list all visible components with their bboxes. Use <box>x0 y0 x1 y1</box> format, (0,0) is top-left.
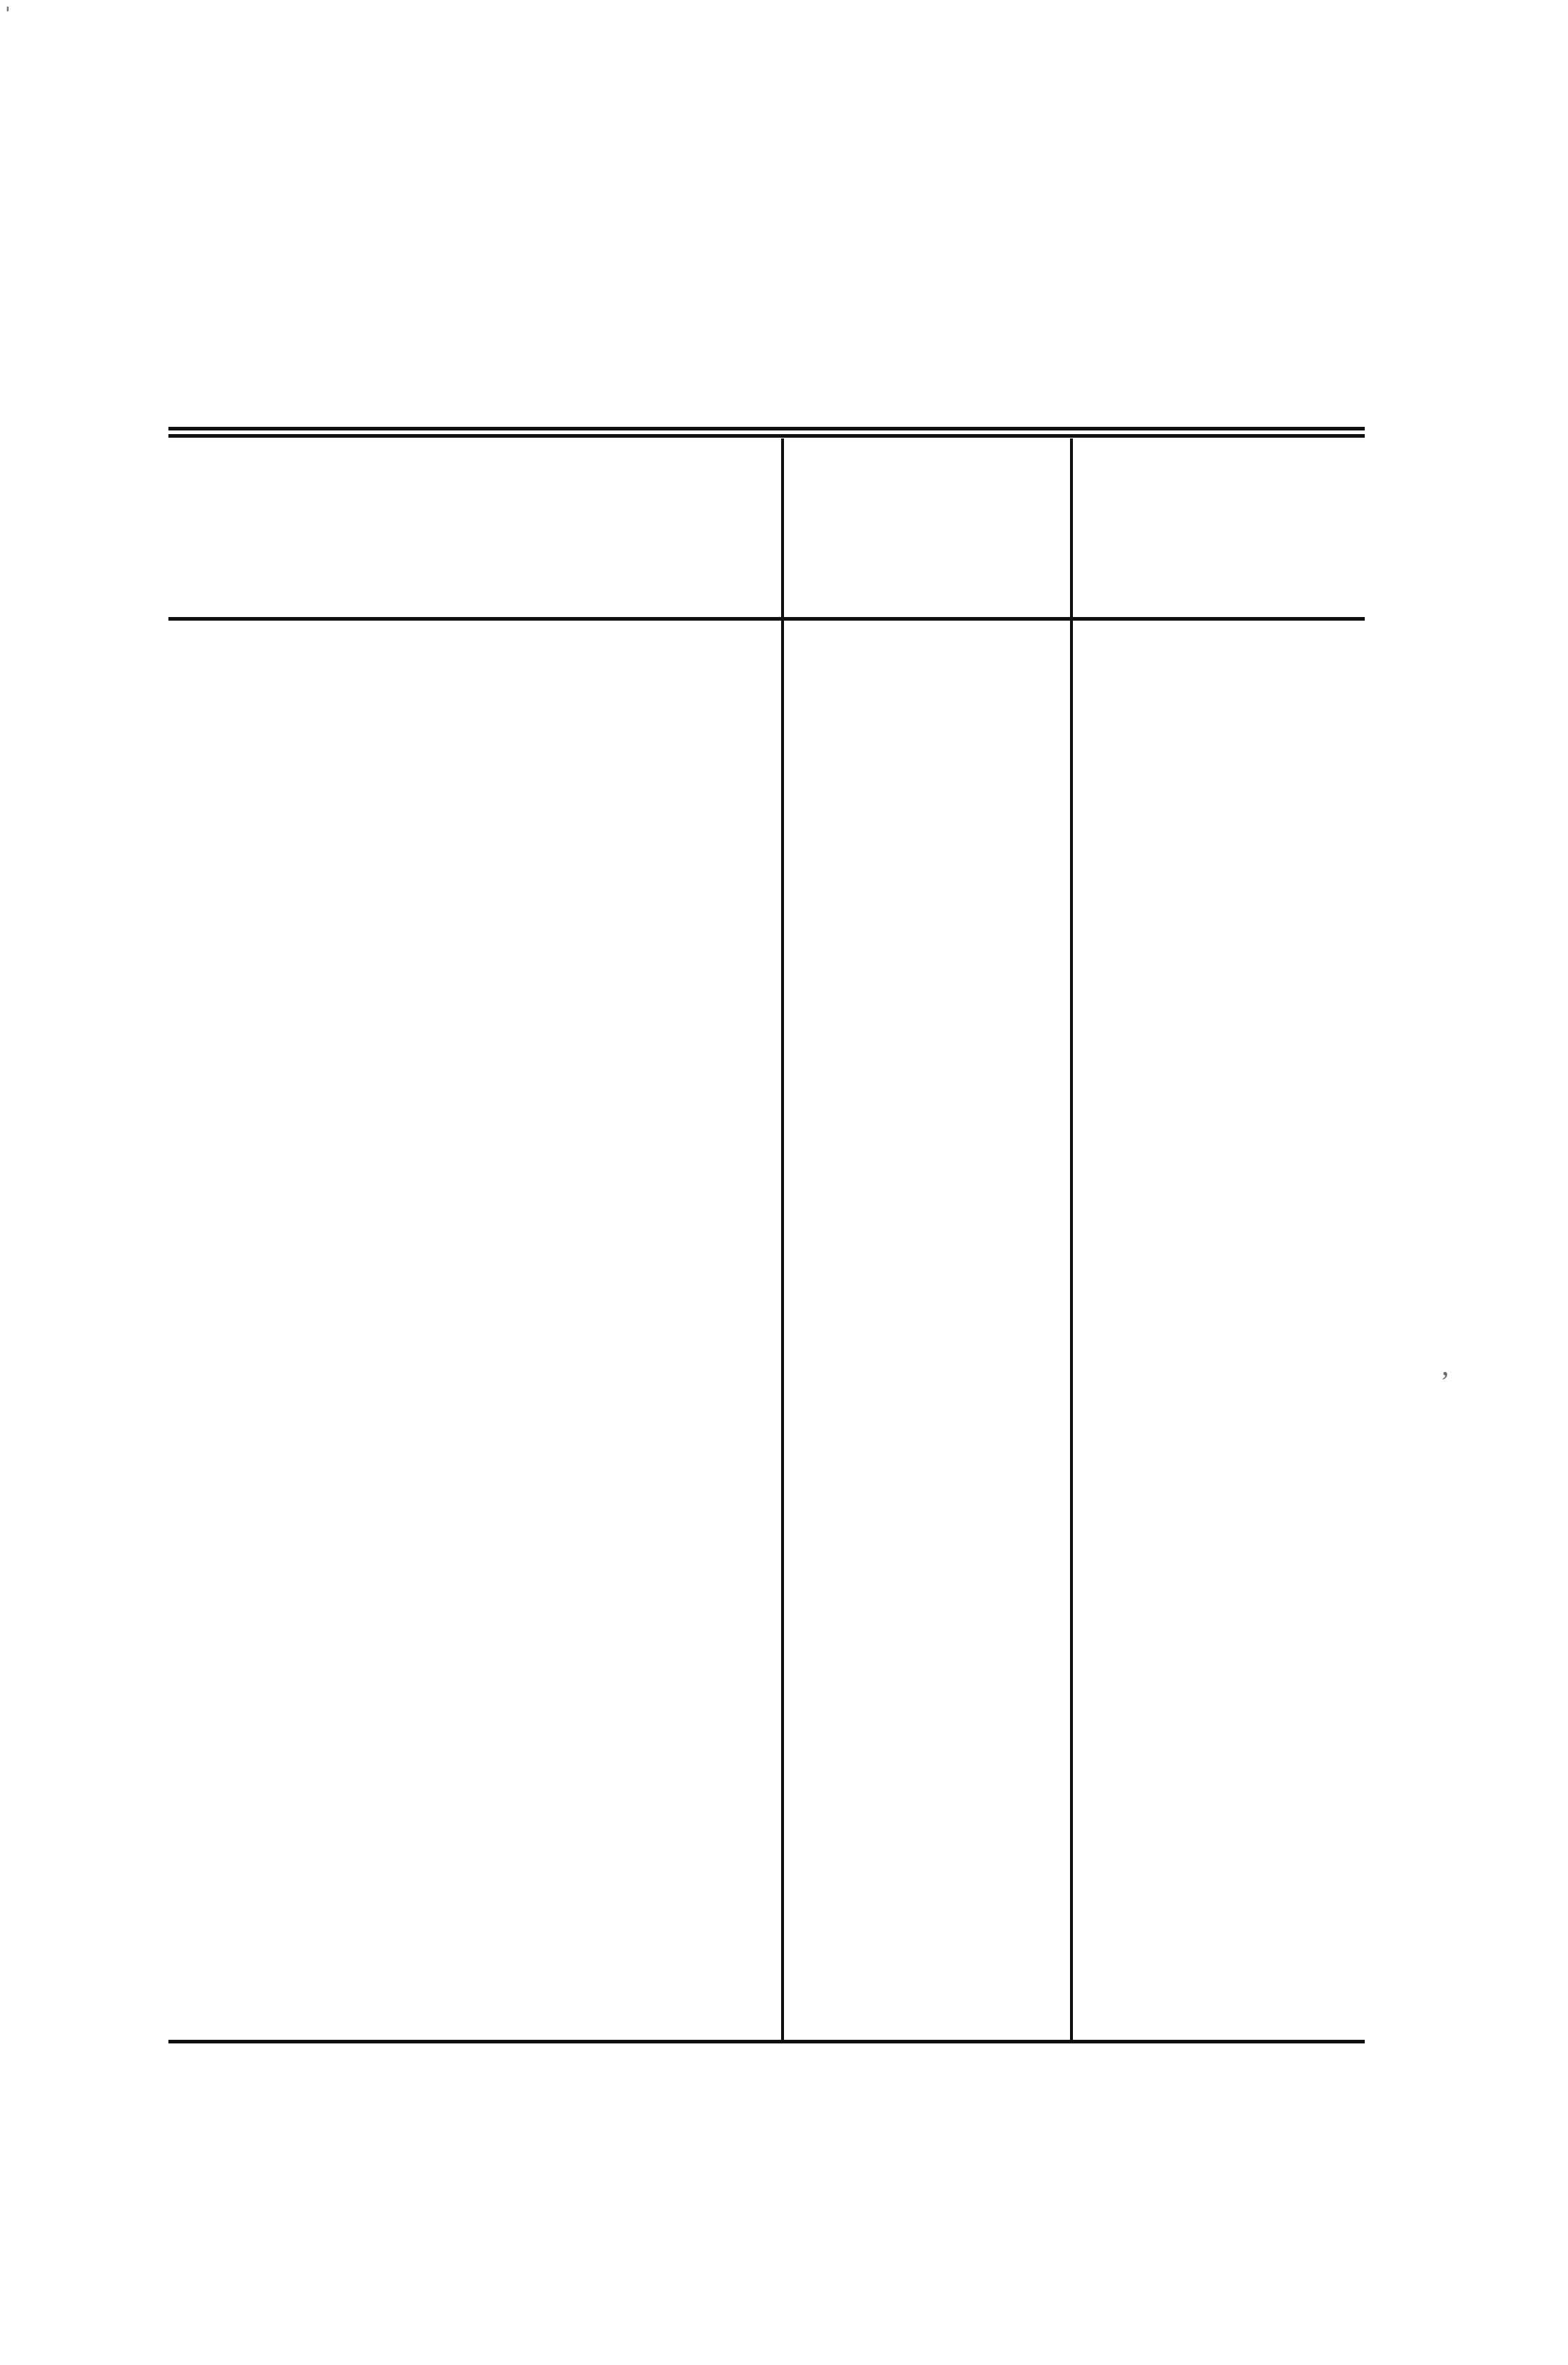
column-divider-name-from <box>781 438 784 2040</box>
table-bottom-rule <box>168 2040 1365 2043</box>
scan-mark: ʼ <box>1440 1365 1450 1398</box>
column-divider-from-to <box>1070 438 1073 2040</box>
table-top-double-rule <box>168 427 1365 438</box>
header-bottom-rule <box>168 617 1365 621</box>
scan-mark: ˈ <box>3 1 13 33</box>
